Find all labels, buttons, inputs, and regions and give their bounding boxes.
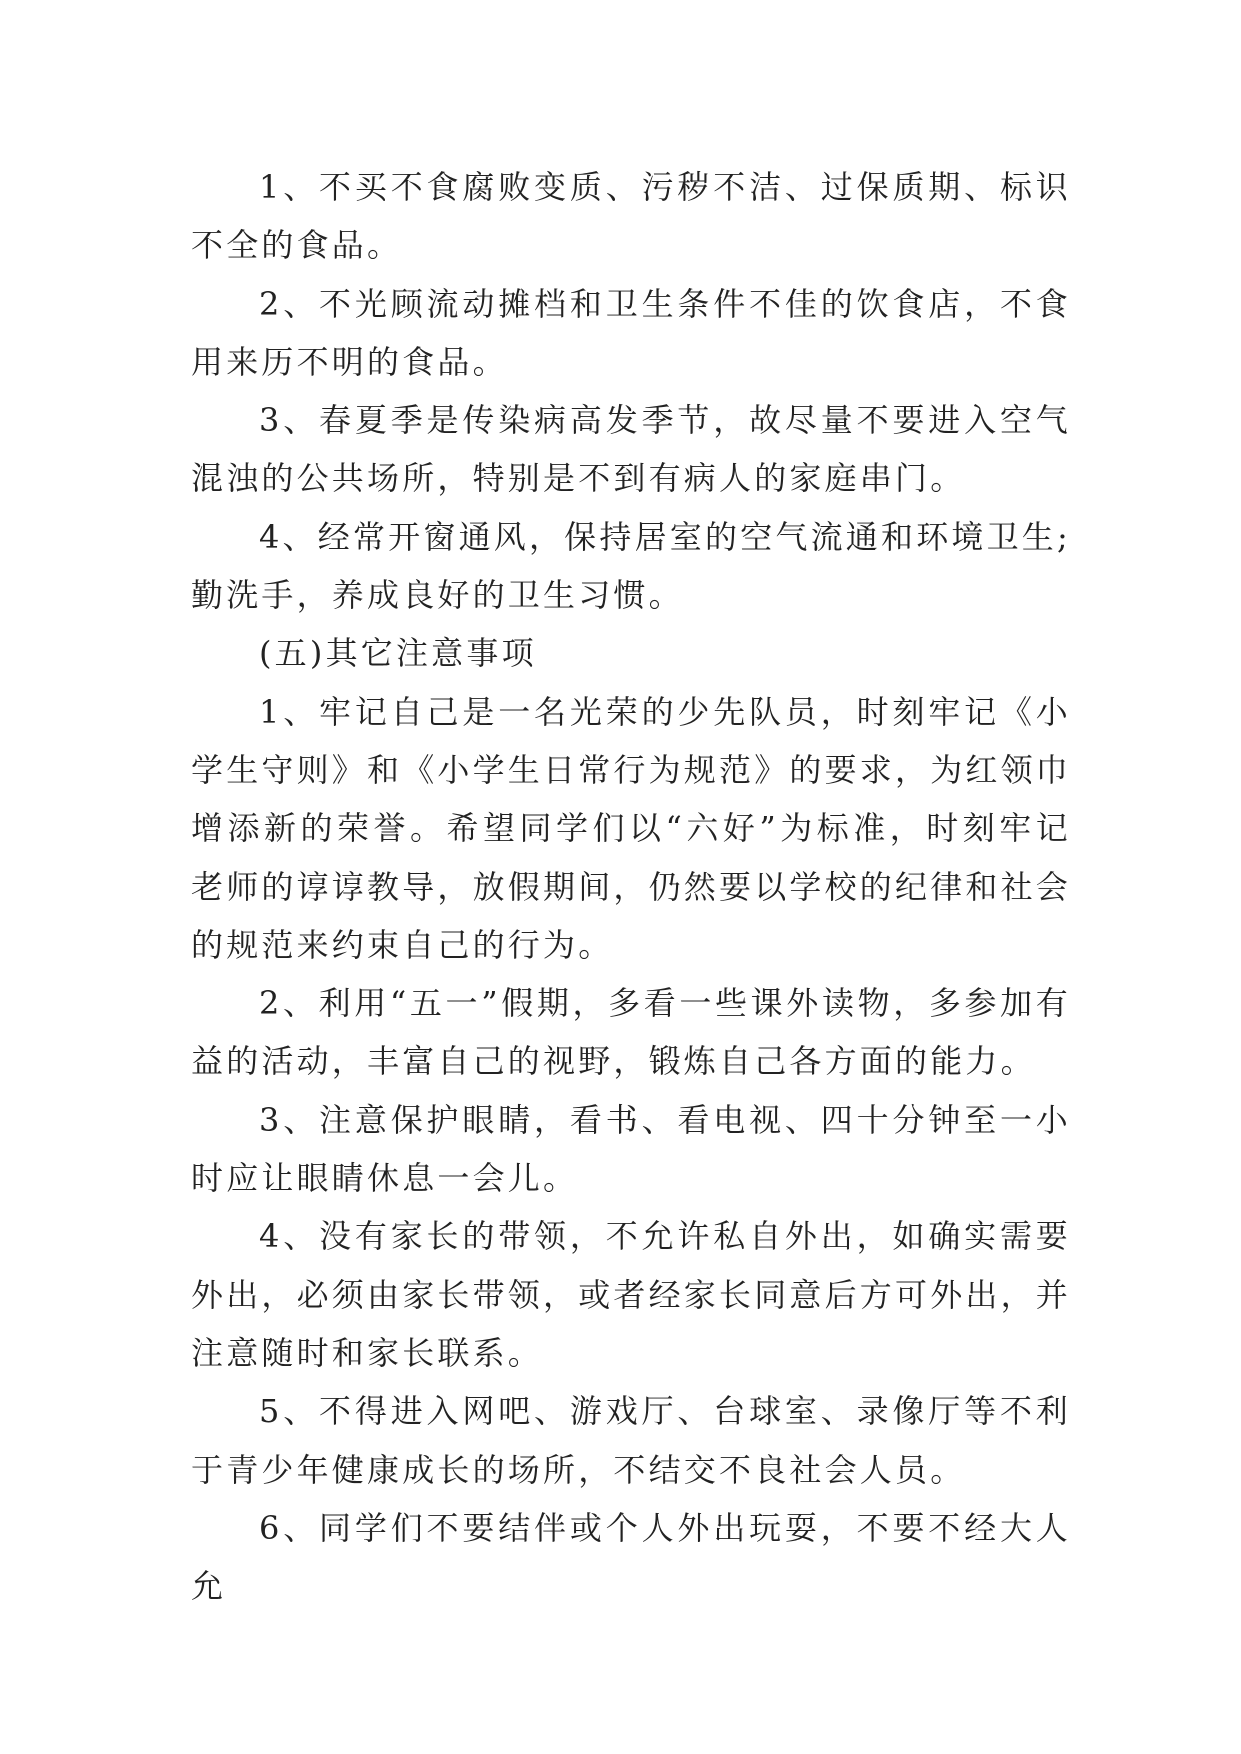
paragraph-food-2: 2、不光顾流动摊档和卫生条件不佳的饮食店，不食用来历不明的食品。 xyxy=(191,284,1071,381)
paragraph-food-1: 1、不买不食腐败变质、污秽不洁、过保质期、标识不全的食品。 xyxy=(191,168,1071,265)
paragraph-other-2: 2、利用“五一”假期，多看一些课外读物，多参加有益的活动，丰富自己的视野，锻炼自己各方面的能力。 xyxy=(191,984,1071,1081)
paragraph-other-1: 1、牢记自己是一名光荣的少先队员，时刻牢记《小学生守则》和《小学生日常行为规范》的要求，为红领巾增添新的荣誉。希望同学们以“六好”为标准，时刻牢记老师的谆谆教导，放假期间，仍然要以学校的纪律和社会的规范来约束自己的行为。 xyxy=(191,692,1072,964)
paragraph-other-5: 5、不得进入网吧、游戏厅、台球室、录像厅等不利于青少年健康成长的场所，不结交不良社会人员。 xyxy=(191,1392,1071,1489)
paragraph-food-4: 4、经常开窗通风，保持居室的空气流通和环境卫生;勤洗手，养成良好的卫生习惯。 xyxy=(191,517,1071,615)
section-heading-other-notes: (五)其它注意事项 xyxy=(259,634,537,673)
document-body xyxy=(191,158,1071,1615)
paragraph-other-4: 4、没有家长的带领，不允许私自外出，如确实需要外出，必须由家长带领，或者经家长同意后方可外出，并注意随时和家长联系。 xyxy=(191,1217,1072,1372)
paragraph-other-6: 6、同学们不要结伴或个人外出玩耍，不要不经大人允 xyxy=(191,1508,1071,1606)
paragraph-other-3: 3、注意保护眼睛，看书、看电视、四十分钟至一小时应让眼睛休息一会儿。 xyxy=(191,1100,1071,1198)
paragraph-food-3: 3、春夏季是传染病高发季节，故尽量不要进入空气混浊的公共场所，特别是不到有病人的家庭串门。 xyxy=(191,401,1071,498)
